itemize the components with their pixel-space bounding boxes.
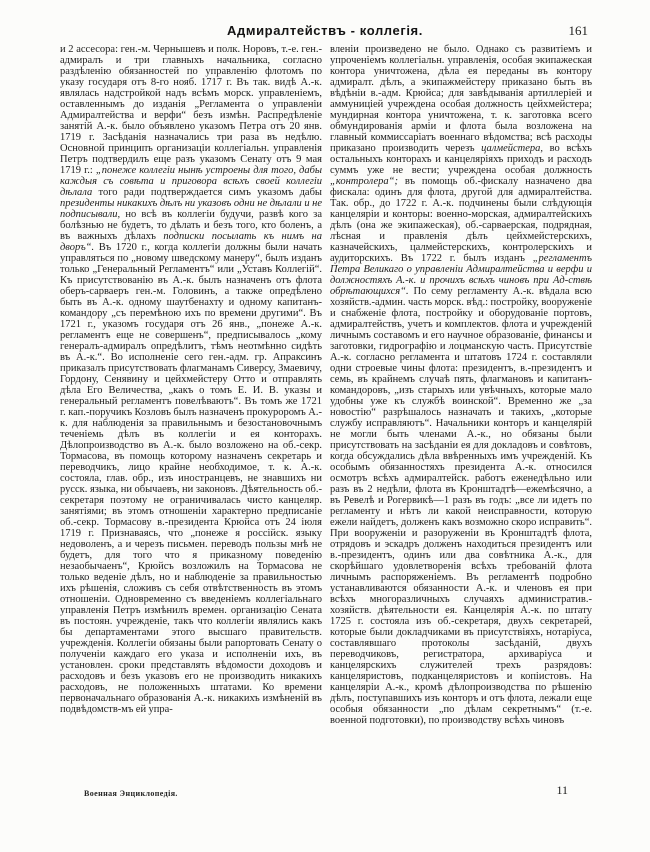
- page-title: Адмиралтействъ - коллегія.: [227, 23, 423, 38]
- page-footer: [0, 783, 650, 803]
- footer-sheet-number: 11: [556, 783, 568, 797]
- footer-imprint: Военная Энциклопедія.: [84, 789, 178, 798]
- page-number: 161: [568, 23, 588, 38]
- text-column-right: вленіи произведено не было. Однако съ развитіемъ и упроченіемъ коллегіальн. управленія, особая экипажеская контора уничтожена, дѣла ея переданы въ контору адмиралт. дѣлъ, а экипажмейстеру приказано быть въ вѣдѣніи в.-адм. Крюйса; для завѣдыванія артиллеріей и аммуниціей учреждена особая должность цейхмейстера; мундирная контора уничтожена, т. к. заготовка всего обмундированія арміи и флота была возложена на главный коммиссаріатъ военнаго вѣдомства; всѣ расходы приказано производить черезъ цалмейстера, во всѣхъ остальныхъ конторахъ и канцеляріяхъ приходъ и расходъ суммъ уже не вести; учреждена особая должность „контролера“; въ помощь об.-фискалу назначено два фискала: одинъ для флота, другой для адмиралтейства. Так. обр., до 1722 г. А.-к. подчинены были слѣдующія канцеляріи и конторы: военно-морская, адмиралтейскихъ дѣлъ (она же экипажеская), об.-сарваерская, подрядная, лѣсная и правленія дѣлъ цейхмейстерскихъ, казначейскихъ, цалмейстерскихъ, контролерскихъ и аудиторскихъ. Въ 1722 г. былъ изданъ „регламентъ Петра Великаго о управленіи Адмиралтейства и верфи и должностяхъ А.-к. и прочихъ всѣхъ чиновъ при Ад-ствѣ обрѣтающихся“. По сему регламенту А.-к. вѣдала всю хозяйств.-админ. часть морск. вѣд.: постройку, вооруженіе и снабженіе флота, постройку и оборудованіе портовъ, адмиралтействъ, учетъ и комплектов. флота и учрежденій личнымъ составомъ и его научное образованіе, финансы и заготовки, гидрографію и лоцманскую часть. Присутствіе А.-к. согласно регламента и штатовъ 1724 г. составляли одни строевые чины флота: президентъ, в.-президентъ и семь, въ крайнемъ случаѣ пять, флагмановъ и капитанъ-командоровъ, „изъ старыхъ или увѣчныхъ, которые мало удобны уже къ службѣ воинской“. Временно же „за новостію“ разрѣшалось назначать и такихъ, „которые службу исправляютъ“. Начальники конторъ и канцелярій не могли быть членами А.-к., но обязаны были присутствовать на засѣданіи ея для докладовъ и совѣтовъ, когда обсуждались дѣла ввѣренныхъ имъ учрежденій. Къ особымъ обязанностяхъ президента А.-к. относился осмотръ всѣхъ адмиралтейск. работъ еженедѣльно или разъ въ 2 недѣли, флота въ Кронштадтѣ—ежемѣсячно, а въ Ревелѣ и Рогервикѣ—1 разъ въ годъ: „все ли идетъ по регламенту и нѣтъ ли какой неисправности, которую ежели найдетъ, долженъ какъ возможно скоро исправить“. При вооруженіи и разоруженіи въ Кронштадтѣ флота, отрядовъ и эскадръ долженъ находиться президентъ или в.-президентъ, одинъ или два совѣтника А.-к., для скорѣйшаго удовлетворенія всѣхъ требованій флота личнымъ распоряженіемъ. Въ регламентѣ подробно устанавливаются обязанности А.-к. и членовъ ея при всѣхъ многоразличныхъ случаяхъ административ.-хозяйств. дѣятельности ея. Канцелярія А.-к. по штату 1725 г. состояла изъ об.-секретаря, двухъ секретарей, которые были докладчиками въ присутствіяхъ, нотаріуса, составлявшаго протоколы засѣданій, двухъ переводчиковъ, регистратора, архиваріуса и канцелярскихъ служителей трехъ разрядовъ: канцеляристовъ, подканцеляристовъ и копіистовъ. На канцеляріи А.-к., кромѣ дѣлопроизводства по рѣшенію дѣлъ, поступавшихъ изъ конторъ и отъ флота, лежали еще особыя обязанности „по дѣлам секретнымъ“ (т.-е. военной подготовки), по производству всѣхъ чиновъ: [330, 44, 592, 726]
- text-column-left: и 2 ассесора: ген.-м. Чернышевъ и полк. Норовъ, т.-е. ген.-адмиралъ и три главныхъ начальника, согласно раздѣленію обязанностей по управленію флотомъ по указу государя отъ 8-го нояб. 1717 г. Въ так. видѣ А.-к. являлась надстройкой надъ всѣмъ морск. управленіемъ, оставленнымъ до изданія „Регламента о управленіи Адмиралтейства и верфи“ безъ измѣн. Распредѣленіе занятій А.-к. было объявлено указомъ Петра отъ 20 янв. 1719 г. Засѣданія назначались три раза въ недѣлю. Основной принципъ организаціи коллегіальн. управленія Петръ подтвердилъ еще разъ указомъ Сенату отъ 9 мая 1719 г.: „понеже коллегіи нынѣ устроены для того, дабы каждыя съ совѣта и приговора всѣхъ своей коллегіи дѣлала того ради подтверждается симъ указомъ дабы президенты никакихъ дѣлъ ни указовъ одни не дѣлали и не подписывали, но всѣ въ коллегіи будучи, развѣ кого за болѣзнью не будетъ, то дѣлать и безъ того, кто боленъ, а въ важныхъ дѣлахъ подписки посылать къ нимъ на дворъ“. Въ 1720 г., когда коллегіи должны были начать управляться по „новому шведскому манеру“, былъ изданъ только „Генеральный Регламентъ“ или „Уставъ Коллегій“. Къ присутствованію въ А.-к. былъ назначенъ отъ флота оберъ-сарваеръ ген.-м. Головинъ, а также опредѣлено быть въ А.-к. одному шаутбенахту и одному капитанъ-командору „съ перемѣною ихъ по времени другими“. Въ 1721 г., указомъ государя отъ 26 янв., „понеже А.-к. регламентъ еще не совершенъ“, предписывалось „кому генералъ-адмиралъ опредѣлитъ, тѣмъ неотмѣнно сидѣть въ А.-к.“. Во исполненіе сего ген.-адм. гр. Апраксинъ приказалъ присутствовать флагманамъ Сиверсу, Змаевичу, Гордону, Сенявину и цейхмейстеру Отто и отправлять дѣла Его Величества, „какъ о томъ Е. И. В. указы и генеральный регламентъ повелѣваютъ“. Въ томъ же 1721 г. кап.-поручикъ Козловъ былъ назначенъ прокуроромъ А.-к. для наблюденія за правильнымъ и безостановочнымъ теченіемь дѣлъ въ коллегіи и ея конторахъ. Дѣлопроизводство въ А.-к. было возложено на об.-секр. Тормасова, въ помощь которому назначенъ секретарь и переводчикъ, лицо крайне необходимое, т. к. А.-к. состояла, глав. обр., изъ иностранцевъ, не знавшихъ ни русск. языка, ни обычаевъ, ни законовъ. Дѣятельность об.-секретаря поэтому не ограничивалась чисто канцеляр. занятіями; въ этомъ отношеніи характерно предписаніе об.-секр. Тормасову в.-президента Крюйса отъ 24 іюля 1719 г. Признаваясь, что „понеже я россійск. языку недоволенъ, а и черезъ письмен. переводъ пользы мнѣ не будетъ, для того что я приказному поведенію незаобычаенъ“, Крюйсъ возложилъ на Тормасова не только веденіе дѣлъ, но и наблюденіе за правильностью ихъ рѣшенія, сложивъ съ себя отвѣтственность въ этомъ отношеніи. Одновременно съ введеніемъ коллегіальнаго управленія Петръ измѣнилъ времен. организацію Сената въ постоян. учрежденіе, такъ что коллегіи являлись какъ бы департаментами этого высшаго правительств. учрежденія. Коллегіи обязаны были рапортовать Сенату о полученіи каждаго его указа и исполненіи ихъ, въ установлен. сроки представлять вѣдомости доходовъ и расходовъ и безъ указовъ его не производить никакихъ расходовъ, не положенныхъ штатами. Ко времени первоначальнаго образованія А.-к. никакихъ измѣненій въ подвѣдомств-мъ ей упра-: [60, 44, 322, 715]
- text-block: [60, 44, 592, 792]
- running-head: [0, 23, 650, 41]
